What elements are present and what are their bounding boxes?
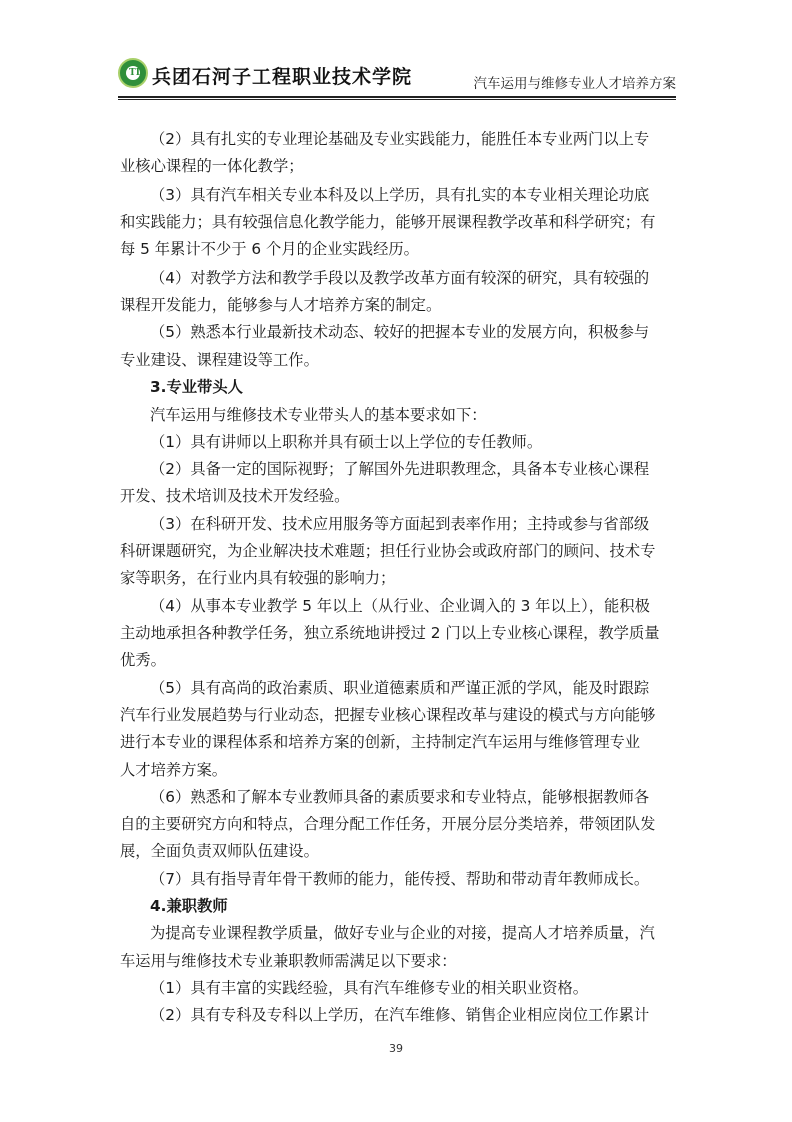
text-line: 专业建设、课程建设等工作。	[120, 351, 319, 369]
text-line: （4）对教学方法和教学手段以及教学改革方面有较深的研究，具有较强的	[150, 269, 650, 287]
section-heading: 3.专业带头人	[150, 378, 243, 396]
text-line: 家等职务，在行业内具有较强的影响力；	[120, 569, 396, 587]
text-line: （7）具有指导青年骨干教师的能力，能传授、帮助和带动青年教师成长。	[150, 870, 650, 888]
school-name: 兵团石河子工程职业技术学院	[152, 66, 413, 88]
document-title: 汽车运用与维修专业人才培养方案	[473, 76, 676, 92]
text-line: 为提高专业课程教学质量，做好专业与企业的对接，提高人才培养质量，汽	[150, 924, 655, 942]
text-line: （1）具有丰富的实践经验，具有汽车维修专业的相关职业资格。	[150, 979, 589, 997]
text-line: 业核心课程的一体化教学；	[120, 157, 304, 175]
text-line: （4）从事本专业教学 5 年以上（从行业、企业调入的 3 年以上），能积极	[150, 597, 650, 615]
text-line: （2）具有专科及专科以上学历，在汽车维修、销售企业相应岗位工作累计	[150, 1006, 650, 1024]
text-line: （2）具有扎实的专业理论基础及专业实践能力，能胜任本专业两门以上专	[150, 130, 650, 148]
text-line: 车运用与维修技术专业兼职教师需满足以下要求：	[120, 952, 457, 970]
text-line: 进行本专业的课程体系和培养方案的创新，主持制定汽车运用与维修管理专业	[120, 733, 641, 751]
text-line: （2）具备一定的国际视野；了解国外先进职教理念，具备本专业核心课程	[150, 460, 650, 478]
text-line: （3）在科研开发、技术应用服务等方面起到表率作用；主持或参与省部级	[150, 515, 650, 533]
text-line: 自的主要研究方向和特点，合理分配工作任务，开展分层分类培养，带领团队发	[120, 815, 656, 833]
text-line: （5）具有高尚的政治素质、职业道德素质和严谨正派的学风，能及时跟踪	[150, 679, 650, 697]
text-line: 展，全面负责双师队伍建设。	[120, 842, 319, 860]
text-line: 科研课题研究，为企业解决技术难题；担任行业协会或政府部门的顾问、技术专	[120, 542, 656, 560]
text-line: （6）熟悉和了解本专业教师具备的素质要求和专业特点，能够根据教师各	[150, 788, 650, 806]
text-line: （3）具有汽车相关专业本科及以上学历，具有扎实的本专业相关理论功底	[150, 186, 650, 204]
text-line: （5）熟悉本行业最新技术动态、较好的把握本专业的发展方向，积极参与	[150, 323, 650, 341]
section-heading: 4.兼职教师	[150, 897, 228, 915]
text-line: 开发、技术培训及技术开发经验。	[120, 487, 350, 505]
text-line: 课程开发能力，能够参与人才培养方案的制定。	[120, 296, 442, 314]
school-emblem-icon	[118, 58, 148, 88]
page-number: 39	[389, 1042, 403, 1055]
text-line: （1）具有讲师以上职称并具有硕士以上学位的专任教师。	[150, 433, 543, 451]
text-line: 汽车行业发展趋势与行业动态，把握专业核心课程改革与建设的模式与方向能够	[120, 706, 656, 724]
logo-mark: TL	[129, 68, 143, 78]
page-header	[118, 56, 676, 96]
text-line: 人才培养方案。	[120, 761, 228, 779]
text-line: 和实践能力；具有较强信息化教学能力，能够开展课程教学改革和科学研究；有	[120, 213, 656, 231]
header-divider-thin	[118, 99, 676, 100]
text-line: 主动地承担各种教学任务，独立系统地讲授过 2 门以上专业核心课程，教学质量	[120, 624, 660, 642]
text-line: 每 5 年累计不少于 6 个月的企业实践经历。	[120, 240, 419, 258]
text-line: 优秀。	[120, 651, 166, 669]
text-line: 汽车运用与维修技术专业带头人的基本要求如下：	[150, 406, 487, 424]
header-divider	[118, 96, 676, 98]
